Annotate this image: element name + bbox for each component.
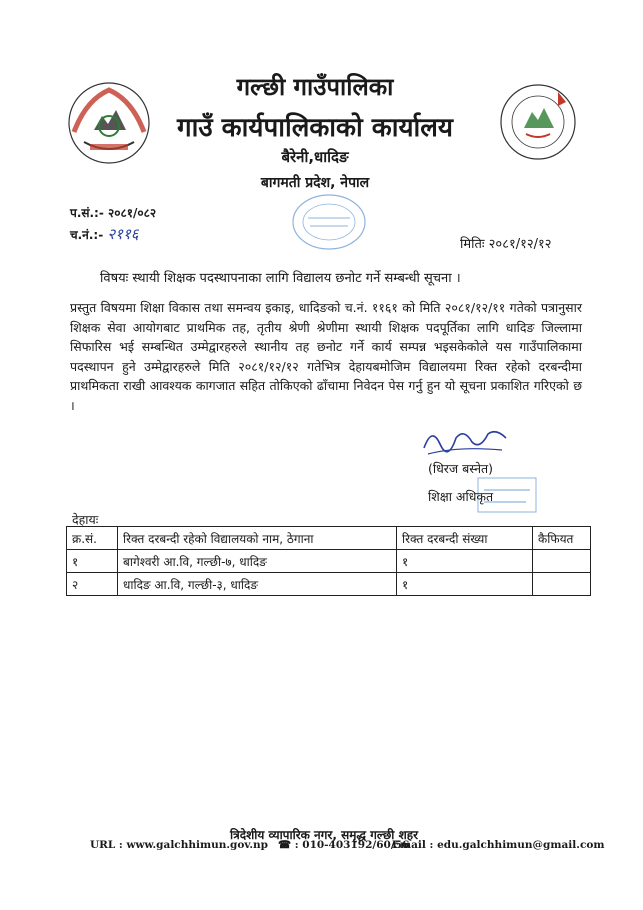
cell-serial: १ xyxy=(67,550,118,573)
emblem-right-text xyxy=(600,40,601,41)
ps-value: २०८१/०८२ xyxy=(108,206,157,220)
footer-phone: ☎ : 010-403192/60/56 xyxy=(278,839,410,851)
office-name: गाउँ कार्यपालिकाको कार्यालय xyxy=(177,113,453,143)
header-school: रिक्त दरबन्दी रहेको विद्यालयको नाम, ठेगाना xyxy=(118,527,397,550)
municipality-name: गल्छी गाउँपालिका xyxy=(236,73,394,101)
vacancy-table xyxy=(66,526,591,596)
footer-address: त्रिदेशीय व्यापारिक नगर, समृद्ध गल्छी शहर xyxy=(230,828,419,842)
province-line: बागमती प्रदेश, नेपाल xyxy=(260,175,370,191)
notice-date: मितिः २०८१/१२/१२ xyxy=(460,237,552,252)
footer-email[interactable]: Email : edu.galchhimun@gmail.com xyxy=(392,839,605,851)
footer-url[interactable]: URL : www.galchhimun.gov.np xyxy=(90,839,269,851)
signatory-name: (धिरज बस्नेत) xyxy=(428,461,494,476)
faded-office-stamp-icon xyxy=(290,192,368,252)
header-remarks: कैफियत xyxy=(533,527,591,550)
ps-label: प.सं.:- xyxy=(70,206,104,220)
cell-count: १ xyxy=(397,573,533,596)
cn-value: २११६ xyxy=(107,225,139,243)
nepal-emblem-icon xyxy=(66,80,152,166)
cell-school: बागेश्वरी आ.वि, गल्छी-७, धादिङ xyxy=(118,550,397,573)
cn-label: च.नं.:- xyxy=(70,228,104,242)
ps-reference xyxy=(70,204,156,221)
signature-icon xyxy=(418,420,514,460)
signatory-title: शिक्षा अधिकृत xyxy=(428,489,494,504)
cell-remarks xyxy=(533,550,591,573)
notice-subject: विषयः स्थायी शिक्षक पदस्थापनाका लागि विद्यालय छनोट गर्ने सम्बन्धी सूचना । xyxy=(100,271,461,286)
notice-body: प्रस्तुत विषयमा शिक्षा विकास तथा समन्वय इकाइ, धादिङको च.नं. ११६१ को मिति २०८१/१२/११ गतेको पत्रानुसार शिक्षक सेवा आयोगबाट प्राथमिक तह, तृतीय श्रेणी श्रेणीमा स्थायी शिक्षक पदपूर्तिका लागि धादिङ जिल्लामा सिफारिस भई सम्बन्धित उम्मेद्वारहरुले स्थानीय तह छनोट गर्ने कार्य सम्पन्न भइसकेकोले यस गाउँपालिकामा पदस्थापन हुने उम्मेद्वारहरुले मिति २०८१/१२/१२ गतेभित्र देहायबमोजिम विद्यालयमा रिक्त रहेको दरबन्दीमा प्राथमिकता राखी आवश्यक कागजात सहित तोकिएको ढाँचामा निवेदन पेस गर्नु हुन यो सूचना प्रकाशित गरिएको छ । xyxy=(70,300,582,413)
header-count: रिक्त दरबन्दी संख्या xyxy=(397,527,533,550)
table-header-row xyxy=(67,527,591,550)
cell-school: धादिङ आ.वि, गल्छी-३, धादिङ xyxy=(118,573,397,596)
cell-count: १ xyxy=(397,550,533,573)
header-serial: क्र.सं. xyxy=(67,527,118,550)
table-row xyxy=(67,573,591,596)
cell-remarks xyxy=(533,573,591,596)
table-row xyxy=(67,550,591,573)
cell-serial: २ xyxy=(67,573,118,596)
cn-reference xyxy=(70,224,139,244)
office-location: बैरेनी,धादिङ xyxy=(281,148,349,166)
table-caption: देहायः xyxy=(72,512,99,527)
municipality-logo-icon xyxy=(498,82,578,162)
